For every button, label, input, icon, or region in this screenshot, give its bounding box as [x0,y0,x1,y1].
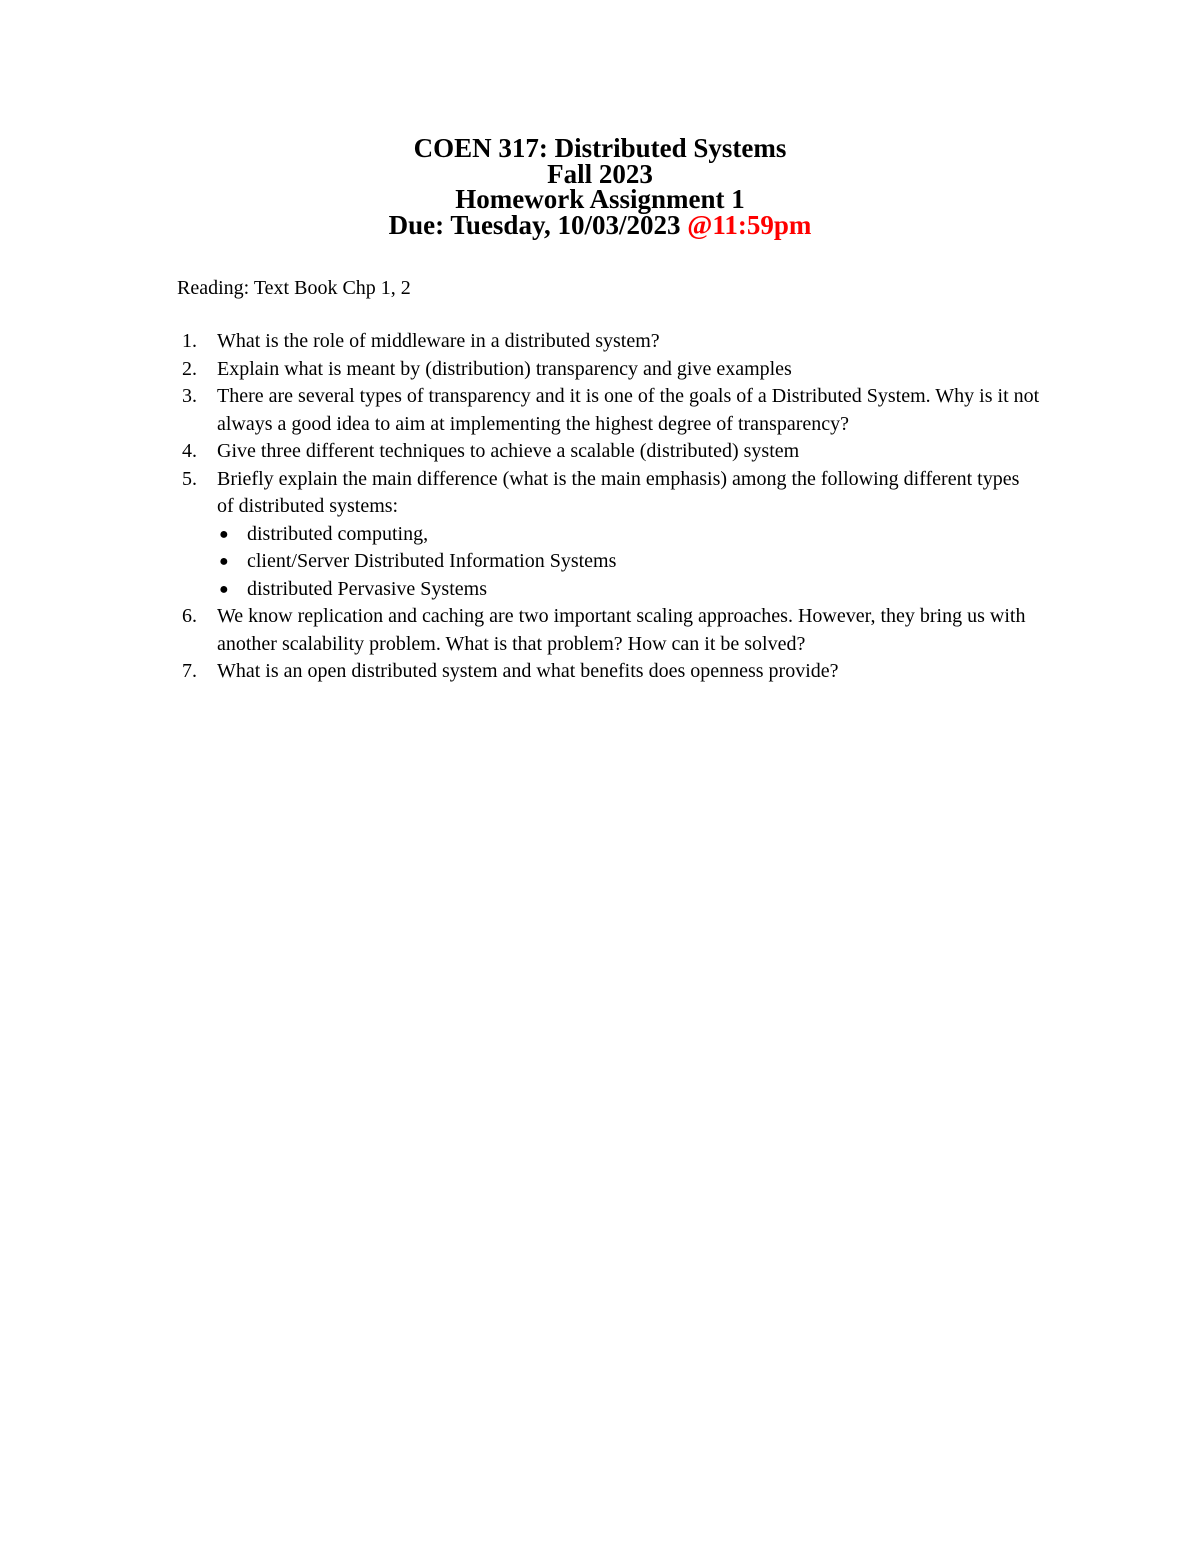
question-text: We know replication and caching are two important scaling approaches. However, they bring us with another scalability problem. What is that problem? How can it be solved? [217,605,1026,655]
question-item [0,466,1200,604]
question-number: 7. [182,660,197,682]
due-time: @11:59pm [687,209,812,240]
term: Fall 2023 [547,158,653,189]
question-number: 1. [182,330,197,352]
question-text: What is an open distributed system and what benefits does openness provide? [217,660,839,682]
question-number: 4. [182,440,197,462]
question-number: 3. [182,385,197,407]
list-item-text: distributed Pervasive Systems [247,577,487,600]
question-number: 2. [182,357,197,380]
question-item [0,658,1200,686]
due-line [0,209,1200,240]
reading-assignment: Reading: Text Book Chp 1, 2 [177,277,411,299]
question-item [0,603,1200,658]
question-text: What is the role of middleware in a distributed system? [217,330,660,352]
question-item [0,383,1200,438]
bullet-icon: ● [219,553,229,570]
list-item [217,576,1040,604]
list-item [217,548,1040,576]
question-number: 5. [182,467,197,490]
question-text: Briefly explain the main difference (what is the main emphasis) among the following different types of distributed systems: [217,467,1020,517]
question-list [0,328,1200,686]
system-types-list [217,521,1040,604]
course-title: COEN 317: Distributed Systems [413,133,787,163]
question-item [0,328,1200,356]
list-item-text: distributed computing, [247,522,429,545]
due-date: Due: Tuesday, 10/03/2023 [388,209,688,240]
question-text: There are several types of transparency and it is one of the goals of a Distributed System. Why is it not always a good idea to aim at implementing the highest degree of transparency? [217,385,1040,435]
question-number: 6. [182,605,197,627]
question-item [0,438,1200,466]
bullet-icon: ● [219,525,229,543]
question-text: Give three different techniques to achieve a scalable (distributed) system [217,440,800,462]
assignment-title: Homework Assignment 1 [455,184,745,214]
document-header [0,133,1200,240]
question-item [0,356,1200,384]
question-text: Explain what is meant by (distribution) transparency and give examples [217,357,792,380]
list-item [217,521,1040,549]
bullet-icon: ● [219,580,229,598]
list-item-text: client/Server Distributed Information Systems [247,550,617,572]
